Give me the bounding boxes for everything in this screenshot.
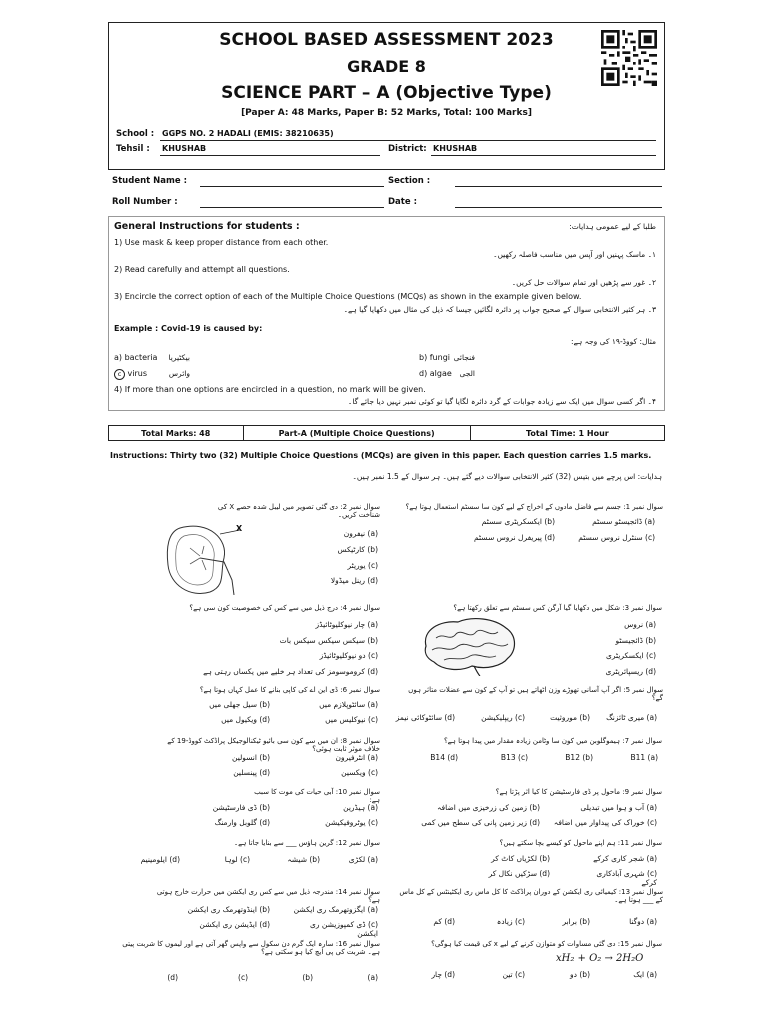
q12-text: سوال نمبر 12: گرین ہاؤس ___ سے بنایا جاتا ہے۔ [233, 839, 380, 847]
school-underline [160, 140, 656, 141]
q1-text: سوال نمبر 1: جسم سے فاضل مادوں کے اخراج کے لیے کون سا سسٹم استعمال ہوتا ہے؟ [405, 503, 663, 511]
q5-option-a[interactable]: (a) میری ٹائزنگ [606, 713, 657, 722]
q8-option-b[interactable]: (b) انسولین [231, 753, 270, 762]
q14-option-a[interactable]: (a) ایگزوتھرمک ری ایکشن [293, 905, 378, 914]
q15-option-d[interactable]: (d) چار [431, 970, 455, 979]
q12-option-a[interactable]: (a) لکڑی [348, 855, 378, 864]
part-label: Part-A (Multiple Choice Questions) [244, 426, 471, 440]
q12-option-b[interactable]: (b) شیشہ [287, 855, 320, 864]
q8-text: سوال نمبر 8: ان میں سے کون سی بائیو ٹیکنالوجیکل پراڈکٹ کووڈ-19 کے خلاف موثر ثابت ہوئی؟ [167, 737, 380, 753]
q5-option-d[interactable]: (d) سائٹوکائی نیمز [395, 713, 455, 722]
mcq-instructions-ur: ہدایات: اس پرچے میں بتیس (32) کثیر الانتخابی سوالات دیے گئے ہیں۔ ہر سوال کے 1.5 نمبر ہیں۔ [352, 472, 662, 481]
instruction-2-ur: ۲۔ غور سے پڑھیں اور تمام سوالات حل کریں۔ [511, 278, 656, 287]
q11-option-a[interactable]: (a) شجر کاری کرکے [593, 854, 657, 863]
q6-option-c[interactable]: (c) نیوکلیس میں [325, 715, 378, 724]
q5-option-b[interactable]: (b) موروثیت [550, 713, 590, 722]
q9-option-a[interactable]: (a) آب و ہوا میں تبدیلی [580, 803, 657, 812]
part-title: SCIENCE PART – A (Objective Type) [221, 83, 552, 103]
instruction-4-ur: ۴۔ اگر کسی سوال میں ایک سے زیادہ جوابات کے گرد دائرہ لگایا گیا تو کوئی نمبر نہیں دیا جائے گا۔ [347, 397, 656, 406]
q8-option-c[interactable]: (c) ویکسین [341, 768, 378, 777]
student-name-field[interactable] [200, 186, 384, 187]
q14-option-d[interactable]: (d) ایڈیشن ری ایکشن [199, 920, 270, 929]
q9-option-b[interactable]: (b) زمین کی زرخیزی میں اضافہ [437, 803, 540, 812]
q14-option-c[interactable]: (c) ڈی کمپوزیشن ری ایکشن [310, 920, 378, 938]
q9-option-c[interactable]: (c) خوراک کی پیداوار میں اضافہ [553, 818, 657, 827]
q14-option-b[interactable]: (b) اینڈوتھرمک ری ایکشن [187, 905, 270, 914]
example-option-d: d) algae [419, 369, 452, 378]
q4-option-d[interactable]: (d) کروموسومز کی تعداد ہر خلیے میں یکساں رہتی ہے [203, 667, 378, 676]
q13-option-c[interactable]: (c) زیادہ [496, 917, 525, 926]
q16-option-c[interactable]: (c) [238, 973, 248, 982]
q11-option-d[interactable]: (d) سڑکیں نکال کر [488, 869, 550, 878]
q6-option-b[interactable]: (b) سیل جھلی میں [209, 700, 270, 709]
instruction-1: 1) Use mask & keep proper distance from each other. [114, 238, 329, 247]
q11-option-b[interactable]: (b) لکڑیاں کاٹ کر [491, 854, 550, 863]
school-label: School : [116, 129, 155, 139]
instruction-1-ur: ۱۔ ماسک پہنیں اور آپس میں مناسب فاصلہ رکھیں۔ [493, 250, 656, 259]
example-option-b-ur: فنجائی [453, 353, 475, 362]
example-label-ur: مثال: کووڈ-۱۹ کی وجہ ہے: [570, 337, 656, 346]
tehsil-value: KHUSHAB [162, 144, 207, 153]
district-underline [431, 155, 656, 156]
grade-title: GRADE 8 [347, 57, 426, 76]
q3-option-c[interactable]: (c) ایکسکریٹری [605, 651, 656, 660]
q8-option-d[interactable]: (d) پینسلین [233, 768, 270, 777]
q4-option-a[interactable]: (a) چار نیوکلیوٹائیڈز [315, 620, 378, 629]
roll-number-field[interactable] [200, 207, 384, 208]
example-option-c-text: virus [127, 369, 148, 378]
q6-option-d[interactable]: (d) ویکیول میں [221, 715, 270, 724]
instruction-3: 3) Encircle the correct option of each of the Multiple Choice Questions (MCQs) as shown in the example given below. [114, 292, 582, 301]
instruction-4: 4) If more than one options are encircled in a question, no mark will be given. [114, 385, 426, 394]
q16-text: سوال نمبر 16: سارہ ایک گرم دن سکول سے واپس گھر آتی ہے اور لیموں کا شربت پیتی ہے۔ شربت کی پی ایچ کیا ہو سکتی ہے؟ [122, 940, 380, 956]
section-field[interactable] [455, 186, 662, 187]
q1-option-d[interactable]: (d) پیریفرل نروس سسٹم [474, 533, 555, 542]
example-option-c-ur: وائرس [168, 369, 190, 378]
q6-option-a[interactable]: (a) سائٹوپلازم میں [319, 700, 378, 709]
q8-option-a[interactable]: (a) انٹرفیرون [335, 753, 378, 762]
example-label: Example : Covid-19 is caused by: [114, 324, 263, 333]
brain-diagram-icon [416, 616, 522, 676]
marks-note: [Paper A: 48 Marks, Paper B: 52 Marks, Total: 100 Marks] [241, 108, 532, 118]
q4-option-b[interactable]: (b) سیکس سیکس سیکس بات [279, 636, 378, 645]
instructions-heading: General Instructions for students : [114, 221, 300, 232]
q5-option-c[interactable]: (c) ریپلیکیشن [481, 713, 525, 722]
q15-equation: xH₂ + O₂ → 2H₂O [556, 953, 644, 964]
mcq-instructions: Instructions: Thirty two (32) Multiple Choice Questions (MCQs) are given in this paper. Each question carries 1.5 marks. [110, 451, 652, 460]
section-label: Section : [388, 176, 431, 186]
q12-option-c[interactable]: (c) لوہا [224, 855, 250, 864]
date-label: Date : [388, 197, 417, 207]
q7-option-a[interactable]: (a) B11 [630, 753, 658, 762]
q3-text: سوال نمبر 3: شکل میں دکھایا گیا آرگن کس سسٹم سے تعلق رکھتا ہے؟ [453, 604, 662, 612]
q11-option-c[interactable]: (c) شہری آبادکاری کرکے [596, 869, 657, 887]
q2-option-b[interactable]: (b) کارٹیکس [337, 545, 378, 554]
q2-x-label: X [236, 524, 243, 533]
tehsil-underline [160, 155, 380, 156]
district-label: District: [388, 144, 427, 154]
tehsil-label: Tehsil : [116, 144, 150, 154]
q14-text: سوال نمبر 14: مندرجہ ذیل میں سے کس ری ایکشن میں حرارت خارج ہوتی ہے؟ [156, 888, 380, 904]
instructions-heading-ur: طلبا کے لیے عمومی ہدایات: [569, 222, 656, 231]
q7-text: سوال نمبر 7: ہیموگلوبن میں کون سا وٹامن زیادہ مقدار میں پیدا ہوتا ہے؟ [443, 737, 662, 745]
q1-option-c[interactable]: (c) سنٹرل نروس سسٹم [578, 533, 655, 542]
instruction-3-ur: ۳۔ ہر کثیر الانتخابی سوال کے صحیح جواب پر دائرہ لگائیں جیسا کہ ذیل کی مثال میں دکھایا گیا ہے۔ [343, 305, 656, 314]
q16-option-d[interactable]: (d) [167, 973, 178, 982]
q15-option-c[interactable]: (c) تین [502, 970, 525, 979]
q7-option-b[interactable]: (b) B12 [565, 753, 593, 762]
total-marks: Total Marks: 48 [109, 426, 244, 440]
student-name-label: Student Name : [112, 176, 187, 186]
q13-option-b[interactable]: (b) برابر [562, 917, 590, 926]
date-field[interactable] [455, 207, 662, 208]
q16-option-a[interactable]: (a) [367, 973, 378, 982]
q12-option-d[interactable]: (d) ایلومینیم [140, 855, 180, 864]
q1-option-b[interactable]: (b) ایکسکریٹری سسٹم [481, 517, 555, 526]
q11-text: سوال نمبر 11: ہم اپنے ماحول کو کیسے بچا سکتے ہیں؟ [499, 839, 662, 847]
instruction-2: 2) Read carefully and attempt all questions. [114, 265, 290, 274]
q10-option-b[interactable]: (b) ڈی فارسٹیشن [212, 803, 270, 812]
q9-option-d[interactable]: (d) زیر زمین پانی کی سطح میں کمی [421, 818, 540, 827]
q13-option-a[interactable]: (a) دوگنا [629, 917, 657, 926]
roll-number-label: Roll Number : [112, 197, 178, 207]
school-value: GGPS NO. 2 HADALI (EMIS: 38210635) [162, 129, 334, 138]
q15-option-a[interactable]: (a) ایک [633, 970, 657, 979]
answer-circle-icon: c [114, 369, 125, 380]
q7-option-c[interactable]: (c) B13 [500, 753, 528, 762]
q10-option-c[interactable]: (c) یوٹروفیکیشن [325, 818, 378, 827]
summary-bar [108, 425, 665, 441]
q2-option-d[interactable]: (d) رینل میڈولا [330, 576, 378, 585]
example-option-b: b) fungi [419, 353, 450, 362]
example-option-a-ur: بیکٹیریا [168, 353, 190, 362]
qr-code-icon [601, 30, 657, 86]
q16-option-b[interactable]: (b) [302, 973, 313, 982]
q10-option-a[interactable]: (a) ہیڈرین [343, 803, 378, 812]
district-value: KHUSHAB [433, 144, 478, 153]
example-option-d-ur: الجی [459, 369, 475, 378]
q10-text: سوال نمبر 10: آبی حیات کی موت کا سبب ہے: [254, 788, 380, 804]
total-time: Total Time: 1 Hour [525, 428, 609, 438]
q3-option-a[interactable]: (a) نروس [624, 620, 656, 629]
q2-option-c[interactable]: (c) یوریٹر [347, 561, 378, 570]
q15-option-b[interactable]: (b) دو [570, 970, 590, 979]
q9-text: سوال نمبر 9: ماحول پر ڈی فارسٹیشن کا کیا اثر پڑتا ہے؟ [495, 788, 662, 796]
example-option-c [114, 369, 147, 380]
q2-text: سوال نمبر 2: دی گئی تصویر میں لیبل شدہ حصے X کی شناخت کریں۔ [217, 503, 380, 519]
q3-option-d[interactable]: (d) ریسپائریٹری [605, 667, 656, 676]
q4-text: سوال نمبر 4: درج ذیل میں سے کس کی خصوصیت کون سی ہے؟ [189, 604, 380, 612]
q7-option-d[interactable]: (d) B14 [430, 753, 458, 762]
q4-option-c[interactable]: (c) دو نیوکلیوٹائیڈز [319, 651, 378, 660]
q13-text: سوال نمبر 13: کیمیائی ری ایکشن کے دوران پراڈکٹ کا کل ماس ری ایکٹینٹس کے کل ماس کے ___ ہوتا ہے۔ [399, 888, 663, 904]
q13-option-d[interactable]: (d) کم [433, 917, 455, 926]
q6-text: سوال نمبر 6: ڈی این اے کی کاپی بنانے کا عمل کہاں ہوتا ہے؟ [199, 686, 380, 694]
q15-text: سوال نمبر 15: دی گئی مساوات کو متوازن کرنے کے لیے x کی قیمت کیا ہوگی؟ [431, 940, 662, 948]
q2-option-a[interactable]: (a) نیفرون [343, 529, 378, 538]
page-title: SCHOOL BASED ASSESSMENT 2023 [219, 30, 554, 50]
q3-option-b[interactable]: (b) ڈائجیسٹو [615, 636, 656, 645]
q1-option-a[interactable]: (a) ڈائجیسٹو سسٹم [592, 517, 655, 526]
example-option-a: a) bacteria [114, 353, 158, 362]
q5-text: سوال نمبر 5: اگر آپ آسانی تھوڑے وزن اٹھاتے ہیں تو آپ کے کون سے عضلات متاثر ہوں گے؟ [408, 686, 663, 702]
q10-option-d[interactable]: (d) گلوبل وارمنگ [214, 818, 270, 827]
